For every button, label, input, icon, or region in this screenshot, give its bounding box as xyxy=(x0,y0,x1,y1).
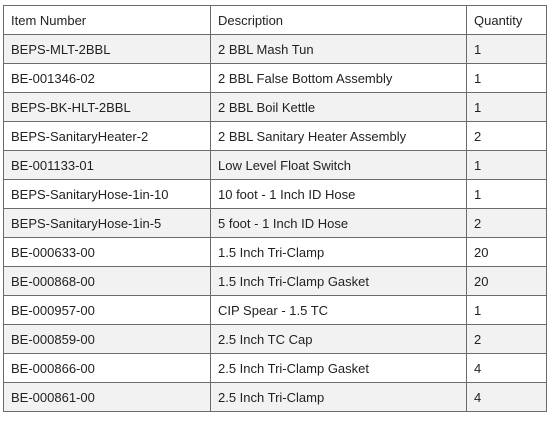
cell-item-number: BE-000957-00 xyxy=(4,296,211,325)
table-row xyxy=(4,354,547,383)
cell-quantity: 1 xyxy=(467,64,547,93)
cell-quantity: 2 xyxy=(467,209,547,238)
table-row xyxy=(4,180,547,209)
cell-item-number: BE-001346-02 xyxy=(4,64,211,93)
cell-quantity: 2 xyxy=(467,325,547,354)
cell-item-number: BEPS-BK-HLT-2BBL xyxy=(4,93,211,122)
table-row xyxy=(4,238,547,267)
cell-quantity: 20 xyxy=(467,267,547,296)
header-quantity: Quantity xyxy=(467,6,547,35)
table-row xyxy=(4,64,547,93)
cell-item-number: BE-001133-01 xyxy=(4,151,211,180)
table-row xyxy=(4,325,547,354)
cell-quantity: 4 xyxy=(467,354,547,383)
cell-description: 1.5 Inch Tri-Clamp xyxy=(211,238,467,267)
header-description: Description xyxy=(211,6,467,35)
cell-quantity: 20 xyxy=(467,238,547,267)
cell-description: 2 BBL Mash Tun xyxy=(211,35,467,64)
cell-description: Low Level Float Switch xyxy=(211,151,467,180)
cell-item-number: BEPS-SanitaryHeater-2 xyxy=(4,122,211,151)
table-row xyxy=(4,267,547,296)
table-row xyxy=(4,151,547,180)
table-row xyxy=(4,35,547,64)
cell-quantity: 1 xyxy=(467,180,547,209)
cell-description: 2 BBL Boil Kettle xyxy=(211,93,467,122)
cell-quantity: 1 xyxy=(467,151,547,180)
cell-quantity: 1 xyxy=(467,296,547,325)
cell-description: 10 foot - 1 Inch ID Hose xyxy=(211,180,467,209)
table-row xyxy=(4,296,547,325)
table-body xyxy=(4,35,547,412)
table-row xyxy=(4,93,547,122)
cell-item-number: BE-000861-00 xyxy=(4,383,211,412)
table-header xyxy=(4,6,547,35)
cell-quantity: 4 xyxy=(467,383,547,412)
cell-quantity: 1 xyxy=(467,93,547,122)
cell-item-number: BEPS-SanitaryHose-1in-10 xyxy=(4,180,211,209)
header-item-number: Item Number xyxy=(4,6,211,35)
cell-item-number: BEPS-SanitaryHose-1in-5 xyxy=(4,209,211,238)
cell-item-number: BE-000868-00 xyxy=(4,267,211,296)
cell-item-number: BEPS-MLT-2BBL xyxy=(4,35,211,64)
cell-item-number: BE-000633-00 xyxy=(4,238,211,267)
cell-quantity: 1 xyxy=(467,35,547,64)
cell-description: 2.5 Inch Tri-Clamp Gasket xyxy=(211,354,467,383)
cell-description: 1.5 Inch Tri-Clamp Gasket xyxy=(211,267,467,296)
cell-description: 5 foot - 1 Inch ID Hose xyxy=(211,209,467,238)
cell-description: 2 BBL False Bottom Assembly xyxy=(211,64,467,93)
cell-description: 2.5 Inch Tri-Clamp xyxy=(211,383,467,412)
parts-table xyxy=(3,5,547,412)
cell-item-number: BE-000866-00 xyxy=(4,354,211,383)
table-row xyxy=(4,383,547,412)
header-row xyxy=(4,6,547,35)
cell-description: CIP Spear - 1.5 TC xyxy=(211,296,467,325)
cell-description: 2 BBL Sanitary Heater Assembly xyxy=(211,122,467,151)
table-row xyxy=(4,122,547,151)
cell-quantity: 2 xyxy=(467,122,547,151)
cell-description: 2.5 Inch TC Cap xyxy=(211,325,467,354)
cell-item-number: BE-000859-00 xyxy=(4,325,211,354)
table-row xyxy=(4,209,547,238)
